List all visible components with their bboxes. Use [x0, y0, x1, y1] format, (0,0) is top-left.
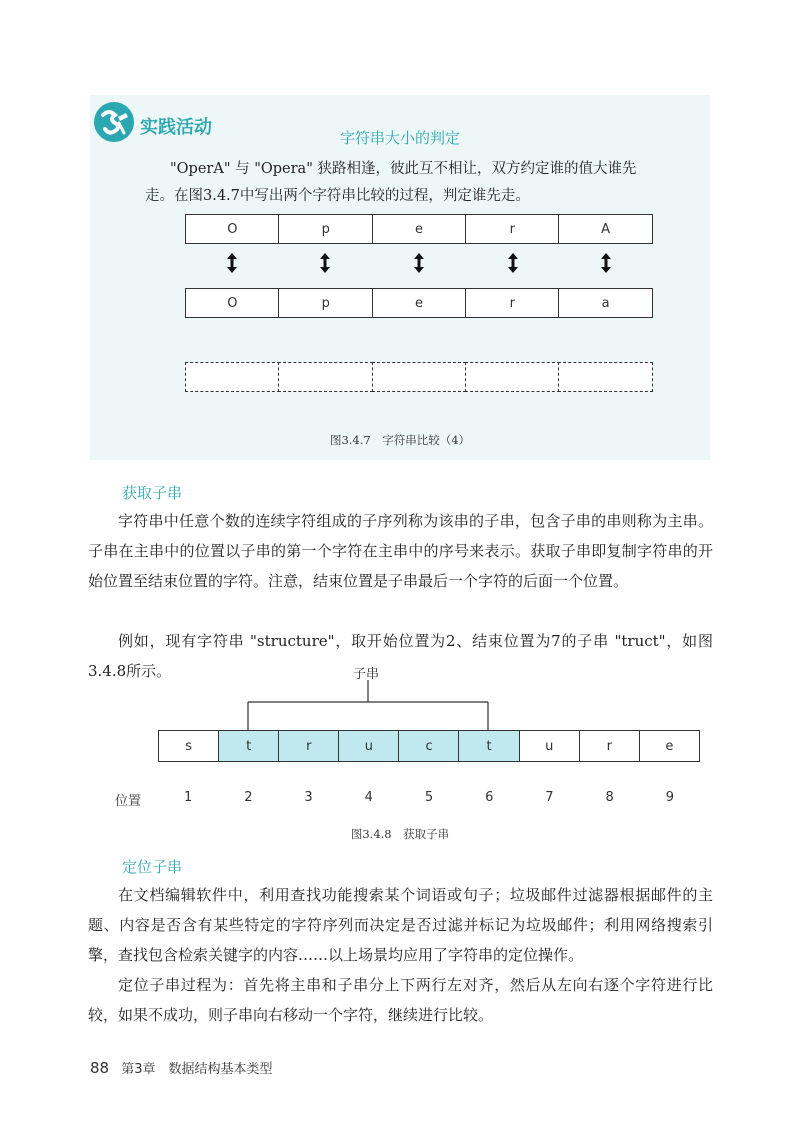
position-number: 7 — [545, 790, 554, 805]
position-number: 4 — [364, 790, 373, 805]
char-cell-highlighted: t — [458, 730, 519, 762]
char-cell: e — [372, 214, 467, 244]
chapter-title: 第3章 数据结构基本类型 — [121, 1062, 273, 1077]
char-cell: A — [558, 214, 653, 244]
char-cell: p — [278, 214, 373, 244]
char-cell-highlighted: u — [338, 730, 399, 762]
position-number: 6 — [485, 790, 494, 805]
activity-title: 实践活动 — [140, 117, 212, 138]
position-numbers — [158, 790, 700, 805]
page-number: 88 — [90, 1059, 110, 1077]
char-cell: r — [465, 288, 560, 318]
position-number: 1 — [183, 790, 193, 805]
section-title-get-substring: 获取子串 — [122, 484, 183, 502]
paragraph: 例如，现有字符串 "structure"，取开始位置为2、结束位置为7的子串 "truct"，如图3.4.8所示。 — [88, 632, 713, 680]
position-label: 位置 — [115, 794, 142, 809]
figure-caption-3-4-8: 图3.4.8 获取子串 — [350, 827, 450, 841]
char-cell: r — [465, 214, 560, 244]
position-number: 3 — [304, 790, 313, 805]
char-cell: r — [579, 730, 640, 762]
page-footer — [90, 1058, 273, 1077]
position-number: 8 — [605, 790, 614, 805]
string-structure-cells — [158, 730, 700, 762]
char-cell: a — [558, 288, 653, 318]
activity-text-line2: 走。在图3.4.7中写出两个字符串比较的过程，判定谁先走。 — [145, 188, 530, 204]
substring-label: 子串 — [353, 667, 380, 682]
char-cell: e — [639, 730, 700, 762]
position-number: 2 — [244, 790, 253, 805]
paragraph: 在文档编辑软件中，利用查找功能搜索某个词语或句子；垃圾邮件过滤器根据邮件的主题、内容是否含有某些特定的字符序列而决定是否过滤并标记为垃圾邮件；利用网络搜索引擎，查找包含检索关键字的内容……以上场景均应用了字符串的定位操作。 — [88, 886, 713, 964]
figure-caption-3-4-7: 图3.4.7 字符串比较（4） — [329, 433, 471, 447]
position-number: 9 — [665, 790, 674, 805]
char-cell-highlighted: r — [278, 730, 339, 762]
char-cell-highlighted: t — [218, 730, 279, 762]
char-cell: O — [185, 214, 280, 244]
section-title-locate-substring: 定位子串 — [122, 858, 183, 876]
char-cell: p — [278, 288, 373, 318]
paragraph: 字符串中任意个数的连续字符组成的子序列称为该串的子串，包含子串的串则称为主串。子串在主串中的位置以子串的第一个字符在主串中的序号来表示。获取子串即复制字符串的开始位置至结束位置的字符。注意，结束位置是子串最后一个字符的后面一个位置。 — [88, 512, 713, 590]
char-cell: u — [519, 730, 580, 762]
char-cell: O — [185, 288, 280, 318]
position-number: 5 — [424, 790, 434, 805]
activity-text-line1: "OperA" 与 "Opera" 狭路相逢，彼此互不相让，双方约定谁的值大谁先 — [170, 161, 637, 177]
char-cell: e — [372, 288, 467, 318]
char-cell-highlighted: c — [398, 730, 459, 762]
activity-subtitle: 字符串大小的判定 — [339, 129, 460, 147]
char-cell: s — [158, 730, 219, 762]
paragraph: 定位子串过程为：首先将主串和子串分上下两行左对齐，然后从左向右逐个字符进行比较，如果不成功，则子串向右移动一个字符，继续进行比较。 — [88, 976, 713, 1024]
